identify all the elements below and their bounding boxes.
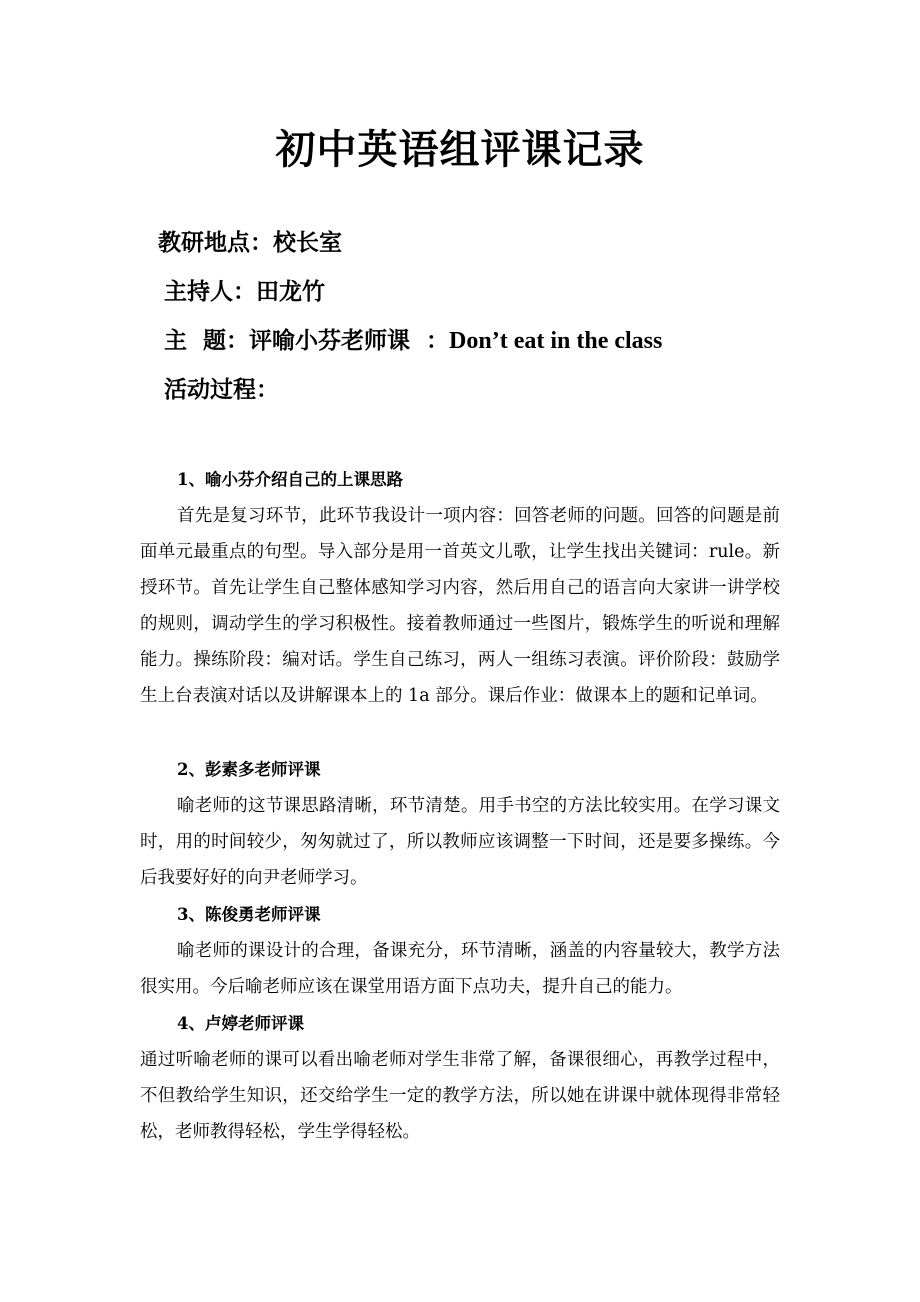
section-heading-2: 2、彭素多老师评课 xyxy=(177,760,321,779)
section-body-1: 首先是复习环节，此环节我设计一项内容：回答老师的问题。回答的问题是前面单元最重点的句型。导入部分是用一首英文儿歌，让学生找出关键词：rule。新授环节。首先让学生自己整体感知学习内容，然后用自己的语言向大家讲一讲学校的规则，调动学生的学习积极性。接着教师通过一些图片，锻炼学生的听说和理解能力。操练阶段：编对话。学生自己练习，两人一组练习表演。评价阶段：鼓励学生上台表演对话以及讲解课本上的 1a 部分。课后作业：做课本上的题和记单词。 xyxy=(140,506,780,706)
meta-topic xyxy=(164,324,662,358)
meta-process: 活动过程： xyxy=(164,376,279,403)
page-title: 初中英语组评课记录 xyxy=(275,126,645,173)
section-heading-1: 1、喻小芬介绍自己的上课思路 xyxy=(177,470,403,489)
section-body-2: 喻老师的这节课思路清晰，环节清楚。用手书空的方法比较实用。在学习课文时，用的时间较少，匆匆就过了，所以教师应该调整一下时间，还是要多操练。今后我要好好的向尹老师学习。 xyxy=(140,796,780,888)
section-heading-4: 4、卢婷老师评课 xyxy=(177,1014,304,1033)
section-heading-3: 3、陈俊勇老师评课 xyxy=(177,905,321,924)
meta-host: 主持人：田龙竹 xyxy=(164,278,325,305)
meta-topic-label: 主 题：评喻小芬老师课 ： xyxy=(164,327,450,354)
section-body-3: 喻老师的课设计的合理，备课充分，环节清晰，涵盖的内容量较大，教学方法很实用。今后喻老师应该在课堂用语方面下点功夫，提升自己的能力。 xyxy=(140,941,780,997)
meta-topic-english: Don’t eat in the class xyxy=(449,328,663,354)
meta-location: 教研地点：校长室 xyxy=(158,229,342,256)
section-body-4: 通过听喻老师的课可以看出喻老师对学生非常了解，备课很细心，再教学过程中，不但教给学生知识，还交给学生一定的教学方法，所以她在讲课中就体现得非常轻松，老师教得轻松，学生学得轻松。 xyxy=(140,1050,780,1142)
